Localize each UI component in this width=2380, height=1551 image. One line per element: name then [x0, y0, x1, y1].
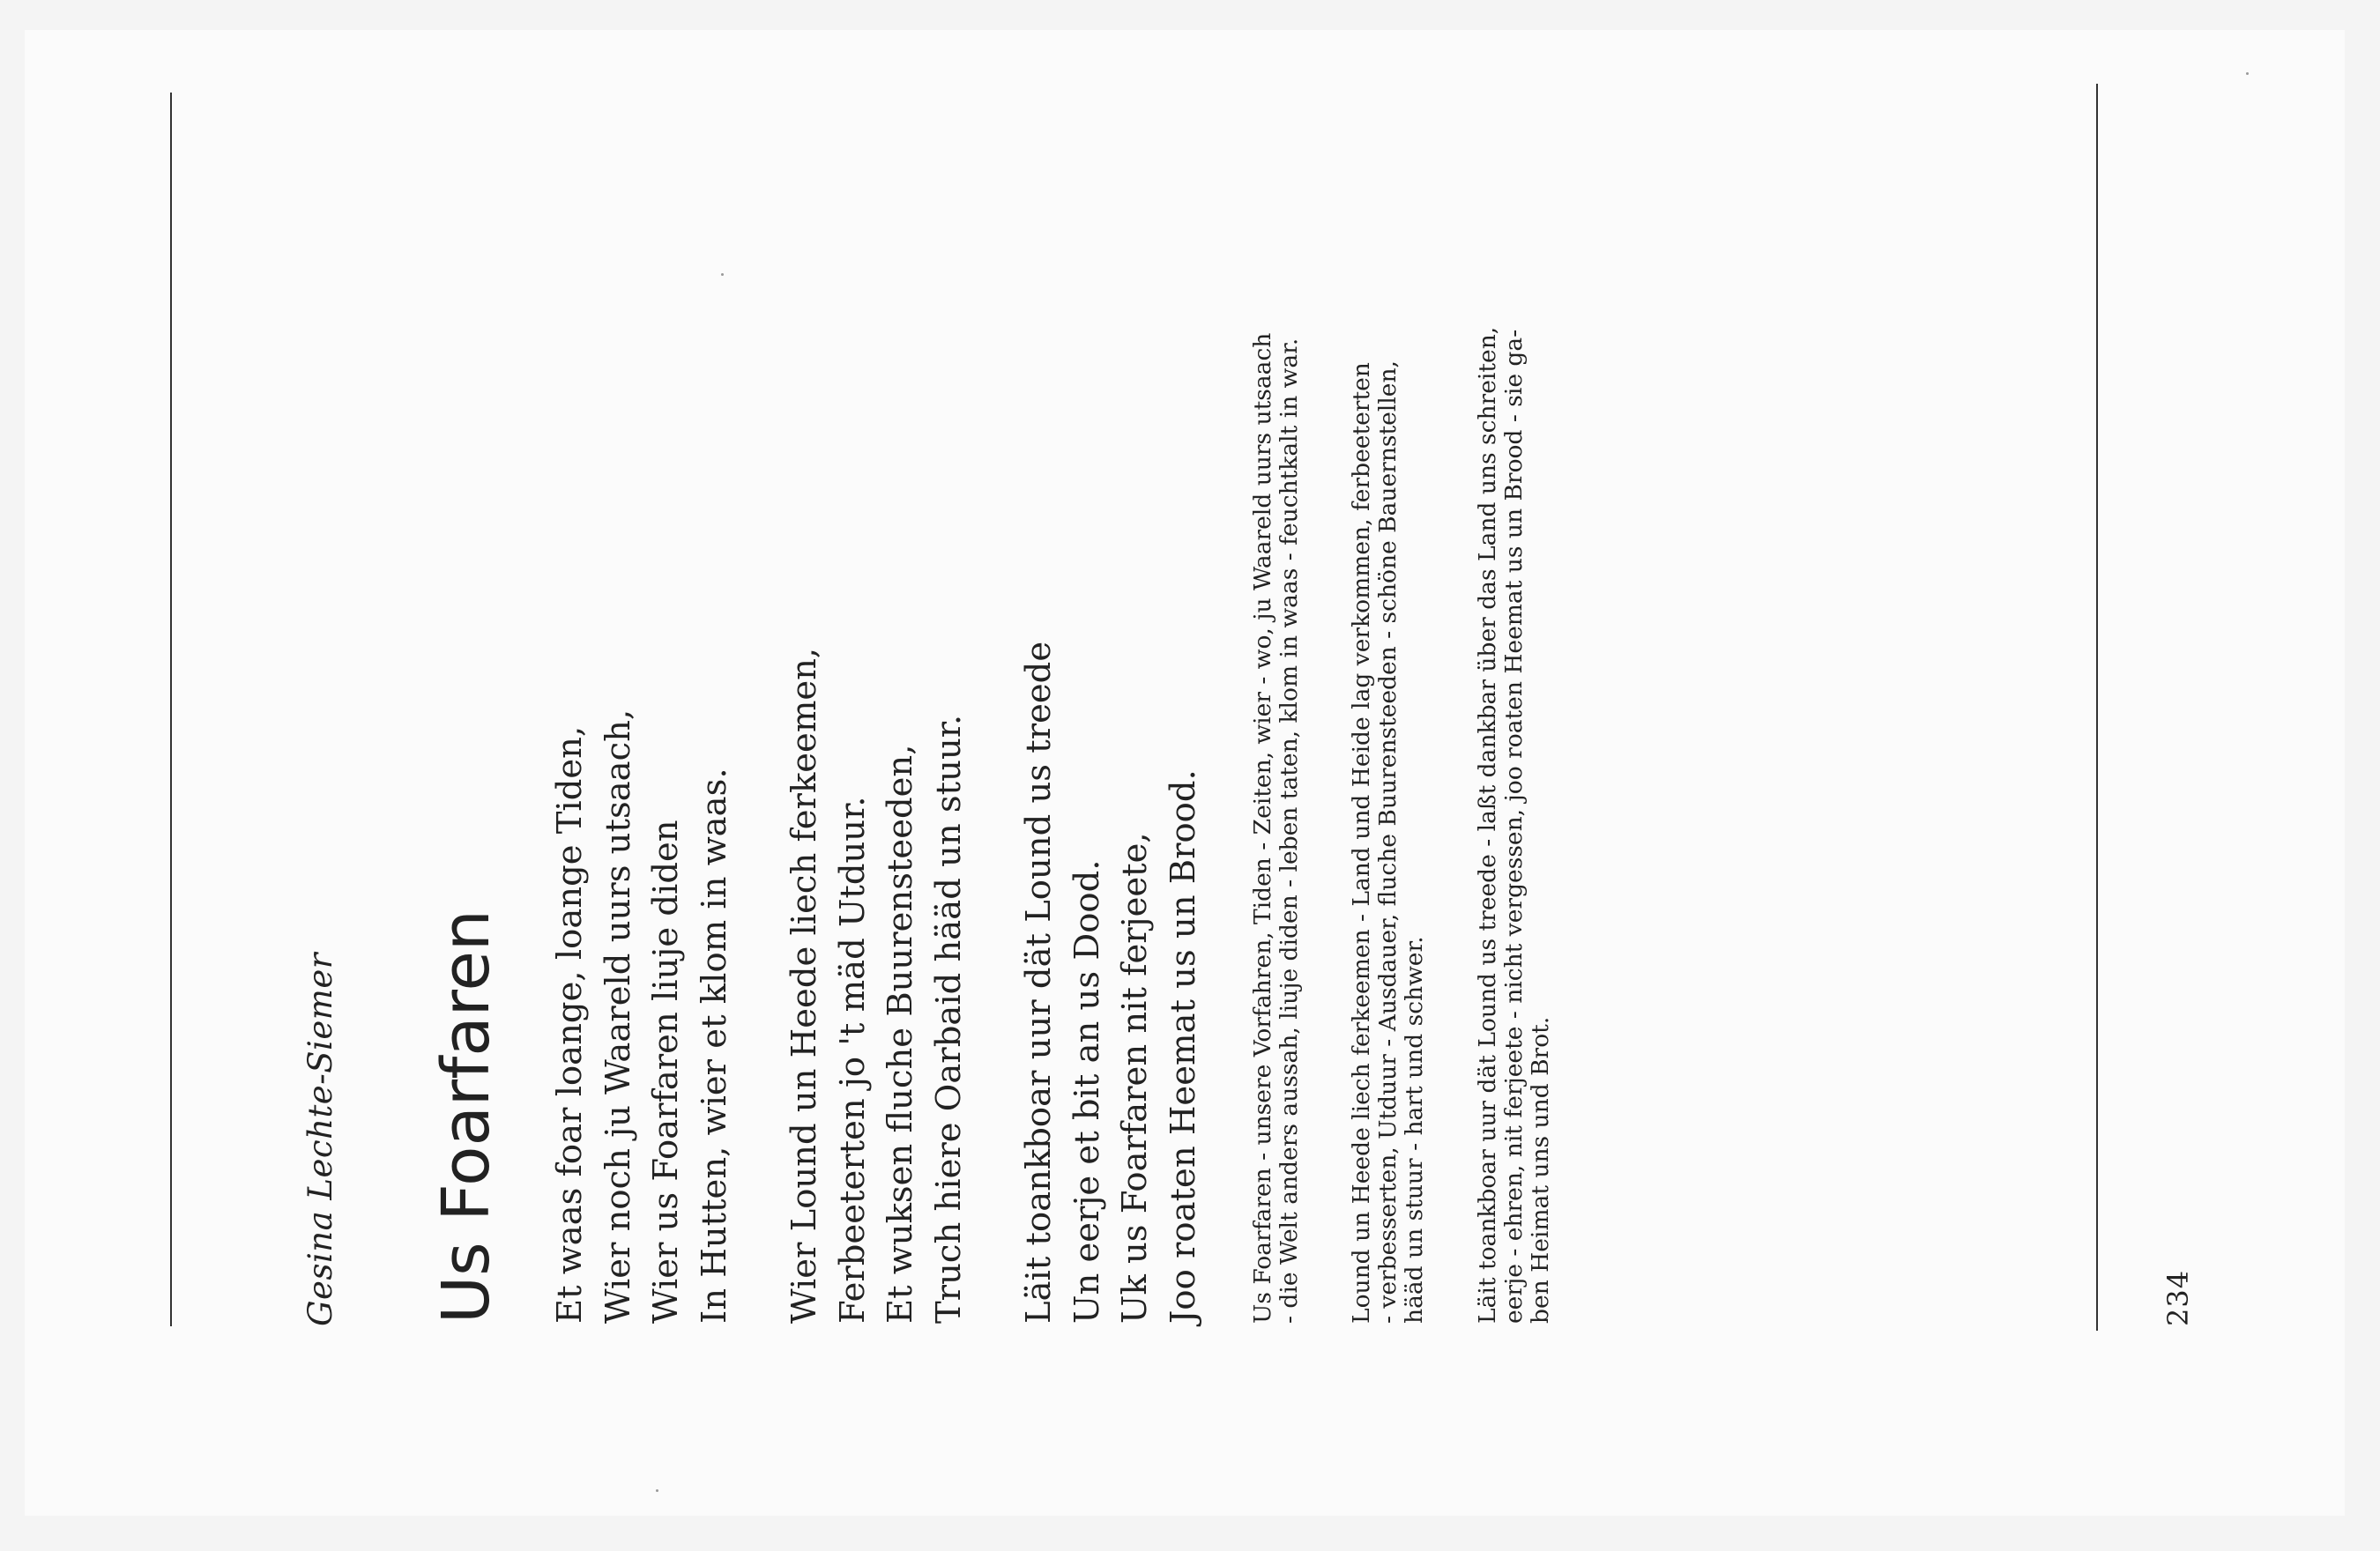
- note-line: ben Heimat uns und Brot.: [1527, 1016, 1554, 1324]
- top-rule: [170, 93, 172, 1326]
- poem-line: In Hutten, wier et klom in waas.: [694, 768, 734, 1324]
- poem-line: Ferbeeterten jo 't mäd Utduur.: [832, 796, 873, 1324]
- note-line: Lound un Heede liech ferkeemen - Land und Heide lag verkommen, ferbeeterten: [1348, 362, 1375, 1324]
- note-line: eerje - ehren, nit ferjeete - nicht vergessen, joo roaten Heemat us un Brood - sie ga-: [1500, 329, 1528, 1324]
- note-line: Läit toankboar uur dät Lound us treede - laßt dankbar über das Land uns schreiten,: [1474, 326, 1501, 1324]
- translation-note-3: [1475, 152, 1554, 1324]
- poem-line: Wier us Foarfaren liuje diden: [646, 820, 686, 1324]
- note-line: Us Foarfaren - unsere Vorfahren, Tiden - Zeiten, wier - wo, ju Waareld uurs utsaach: [1249, 332, 1276, 1324]
- poem-line: Et waas foar loange, loange Tiden,: [550, 725, 590, 1324]
- poem-line: Wier noch ju Waareld uurs utsaach,: [598, 709, 638, 1324]
- poem-stanza-1: [547, 709, 739, 1324]
- bottom-rule: [2096, 84, 2098, 1331]
- poem-title: Us Foarfaren: [428, 909, 504, 1324]
- note-line: - die Welt anders aussah, liuje diden - leben taten, klom in waas - feuchtkalt in war.: [1276, 338, 1303, 1324]
- poem-line: Un eerje et bit an us Dood.: [1067, 859, 1107, 1324]
- translation-note-2: [1349, 152, 1428, 1324]
- translation-note-1: [1250, 152, 1303, 1324]
- poem-line: Truch hiere Oarbaid hääd un stuur.: [928, 714, 969, 1324]
- poem-line: Uk us Foarfaren nit ferjeete,: [1115, 832, 1155, 1324]
- note-line: - verbesserten, Utduur - Ausdauer, fluche Buurensteeden - schöne Bauernstellen,: [1374, 360, 1402, 1324]
- author-name: Gesina Lechte-Siemer: [301, 953, 339, 1326]
- poem-line: Läit toankboar uur dät Lound us treede: [1019, 641, 1059, 1324]
- poem-line: Wier Lound un Heede liech ferkeemen,: [785, 647, 824, 1324]
- note-line: hääd un stuur - hart und schwer.: [1401, 936, 1428, 1324]
- poem-stanza-2: [781, 648, 973, 1324]
- page-number: 234: [2161, 1269, 2195, 1326]
- poem-stanza-3: [1015, 642, 1208, 1324]
- poem-line: Joo roaten Heemat us un Brood.: [1163, 769, 1203, 1324]
- poem-line: Et wuksen fluche Buurensteeden,: [881, 744, 920, 1324]
